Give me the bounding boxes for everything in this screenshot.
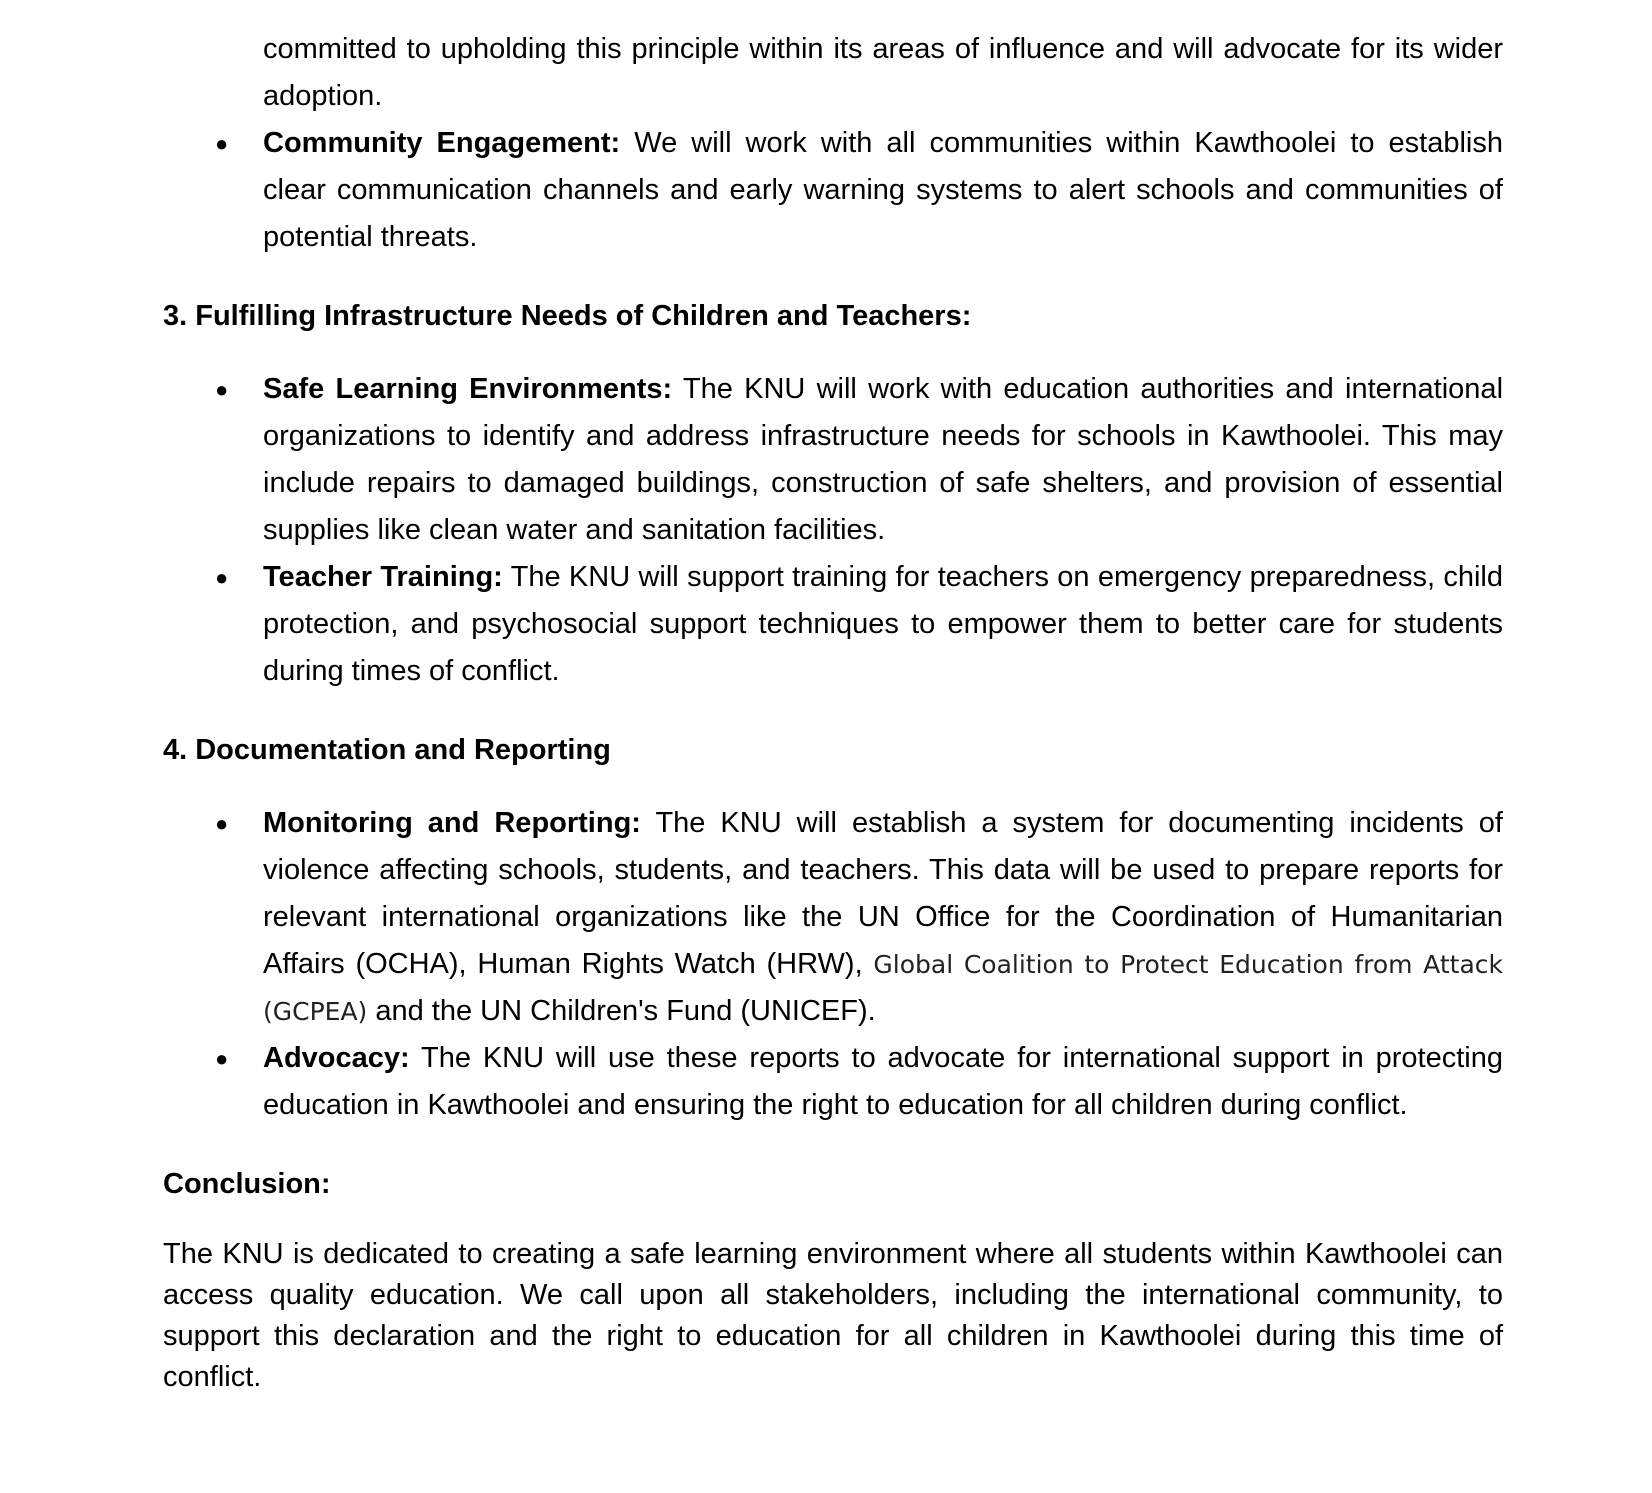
conclusion-heading: Conclusion: — [163, 1168, 331, 1200]
list-item-safe-learning — [163, 366, 1503, 554]
continuation-text: committed to upholding this principle within its areas of influence and will advocate for its wider adoption. — [263, 33, 1503, 112]
document-page — [163, 26, 1503, 1398]
section3-heading: 3. Fulfilling Infrastructure Needs of Children and Teachers: — [163, 300, 972, 332]
bullet-icon: ● — [215, 565, 229, 590]
bullet-icon: ● — [215, 1046, 229, 1071]
advocacy-label: Advocacy: — [263, 1042, 410, 1074]
list-item-community-engagement — [163, 120, 1503, 261]
monitoring-gcpea-text: Global Coalition to Protect Education from Attack (GCPEA) — [263, 950, 1503, 1026]
monitoring-label: Monitoring and Reporting: — [263, 807, 641, 839]
section4-list — [163, 800, 1503, 1129]
bullet-icon: ● — [215, 811, 229, 836]
bullet-icon: ● — [215, 131, 229, 156]
teacher-training-text: The KNU will support training for teachers on emergency preparedness, child protection, and psychosocial support techniques to empower them to better care for students during times of conflict. — [263, 561, 1503, 687]
safe-learning-text: The KNU will work with education authorities and international organizations to identify and address infrastructure needs for schools in Kawthoolei. This may include repairs to damaged buildings, construction of safe shelters, and provision of essential supplies like clean water and sanitation facilities. — [263, 373, 1504, 546]
bullet-icon: ● — [215, 377, 229, 402]
conclusion-paragraph: The KNU is dedicated to creating a safe learning environment where all students within Kawthoolei can access quality education. We call upon all stakeholders, including the international community, to support this declaration and the right to education for all children in Kawthoolei during this time of conflict. — [163, 1238, 1503, 1393]
list-item-monitoring — [163, 800, 1503, 1035]
monitoring-text: The KNU will establish a system for documenting incidents of violence affecting schools, students, and teachers. This data will be used to prepare reports for relevant international organizations like the UN Office for the Coordination of Humanitarian Affairs (OCHA), Human Rights Watch (HRW), — [263, 807, 1503, 980]
advocacy-text: The KNU will use these reports to advocate for international support in protecting education in Kawthoolei and ensuring the right to education for all children during conflict. — [263, 1042, 1503, 1121]
safe-learning-label: Safe Learning Environments: — [263, 373, 673, 405]
teacher-training-label: Teacher Training: — [263, 561, 503, 593]
list-item-teacher-training — [163, 554, 1503, 695]
list-item-continuation — [163, 26, 1503, 120]
community-engagement-label: Community Engagement: — [263, 127, 621, 159]
monitoring-text-end: and the UN Children's Fund (UNICEF). — [367, 995, 876, 1027]
section3-list — [163, 366, 1503, 695]
section2-list — [163, 26, 1503, 261]
section4-heading: 4. Documentation and Reporting — [163, 734, 611, 766]
list-item-advocacy — [163, 1035, 1503, 1129]
community-engagement-text: We will work with all communities within Kawthoolei to establish clear communication channels and early warning systems to alert schools and communities of potential threats. — [263, 127, 1503, 253]
